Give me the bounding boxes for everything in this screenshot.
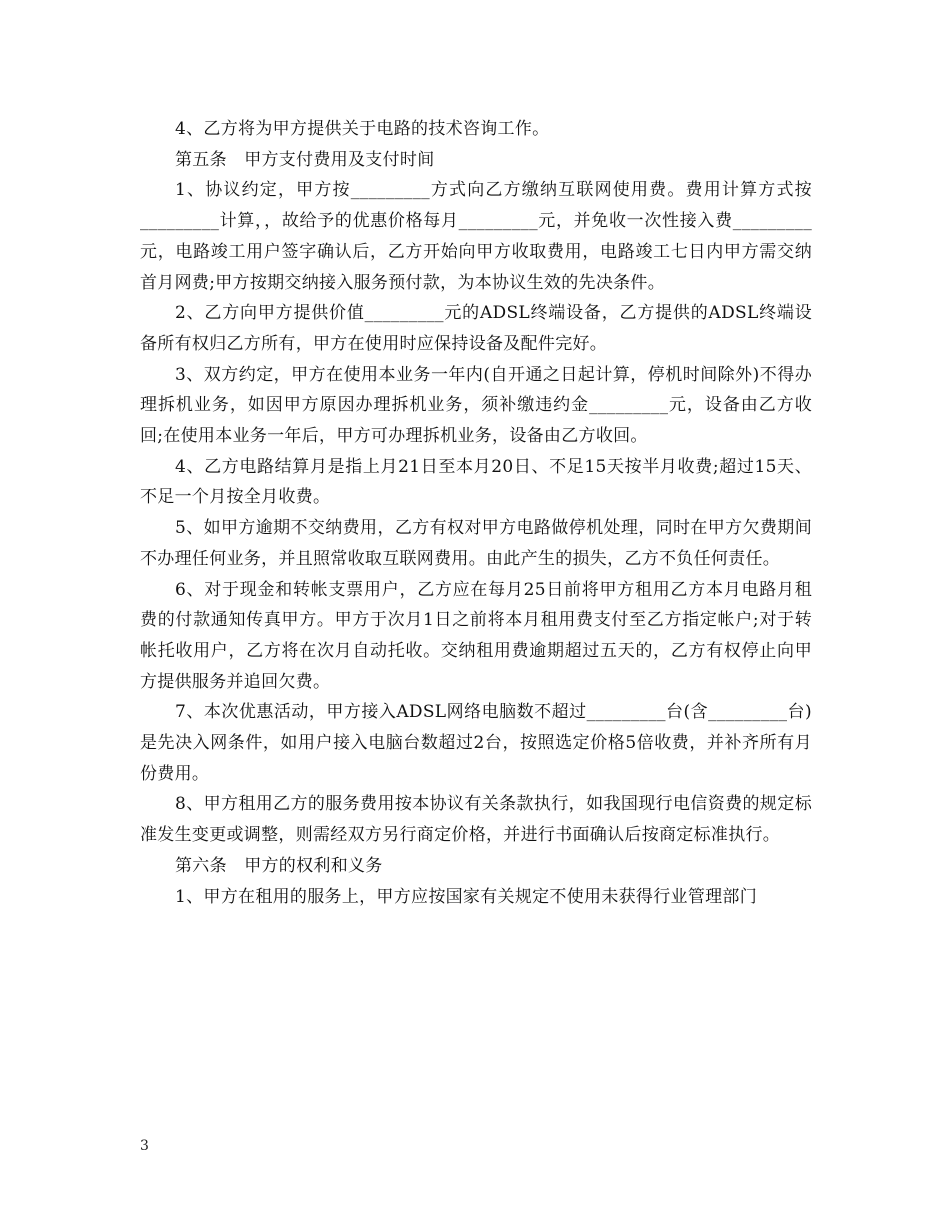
page-number: 3 [140, 1138, 149, 1154]
paragraph-5-2: 2、乙方向甲方提供价值_________元的ADSL终端设备，乙方提供的ADSL终端设备所有权归乙方所有，甲方在使用时应保持设备及配件完好。 [140, 303, 812, 354]
paragraph-6-1: 1、甲方在租用的服务上，甲方应按国家有关规定不使用未获得行业管理部门 [175, 886, 758, 907]
document-body [140, 114, 812, 912]
paragraph-clause-4-1: 4、乙方将为甲方提供关于电路的技术咨询工作。 [175, 119, 550, 139]
section-heading-5: 第五条 甲方支付费用及支付时间 [175, 149, 435, 170]
paragraph-5-7: 7、本次优惠活动，甲方接入ADSL网络电脑数不超过_________台(含_________台)是先决入网条件，如用户接入电脑台数超过2台，按照选定价格5倍收费，并补齐所有月份费用。 [140, 702, 812, 784]
paragraph-5-3: 3、双方约定，甲方在使用本业务一年内(自开通之日起计算，停机时间除外)不得办理拆机业务，如因甲方原因办理拆机业务，须补缴违约金_________元，设备由乙方收回;在使用本业务一年后，甲方可办理拆机业务，设备由乙方收回。 [140, 364, 812, 447]
paragraph-5-4: 4、乙方电路结算月是指上月21日至本月20日、不足15天按半月收费;超过15天、不足一个月按全月收费。 [140, 456, 812, 508]
paragraph-5-6: 6、对于现金和转帐支票用户，乙方应在每月25日前将甲方租用乙方本月电路月租费的付款通知传真甲方。甲方于次月1日之前将本月租用费支付至乙方指定帐户;对于转帐托收用户，乙方将在次月自动托收。交纳租用费逾期超过五天的，乙方有权停止向甲方提供服务并追回欠费。 [140, 579, 812, 692]
paragraph-5-5: 5、如甲方逾期不交纳费用，乙方有权对甲方电路做停机处理，同时在甲方欠费期间不办理任何业务，并且照常收取互联网费用。由此产生的损失，乙方不负任何责任。 [140, 518, 812, 569]
section-heading-6: 第六条 甲方的权利和义务 [175, 855, 383, 876]
paragraph-5-1: 1、协议约定，甲方按_________方式向乙方缴纳互联网使用费。费用计算方式按_________计算，，故给予的优惠价格每月_________元，并免收一次性接入费_________元，电路竣工用户签字确认后，乙方开始向甲方收取费用，电路竣工七日内甲方需交纳首月网费;甲方按期交纳接入服务预付款，为本协议生效的先决条件。 [140, 180, 812, 293]
paragraph-5-8: 8、甲方租用乙方的服务费用按本协议有关条款执行，如我国现行电信资费的规定标准发生变更或调整，则需经双方另行商定价格，并进行书面确认后按商定标准执行。 [140, 794, 812, 846]
